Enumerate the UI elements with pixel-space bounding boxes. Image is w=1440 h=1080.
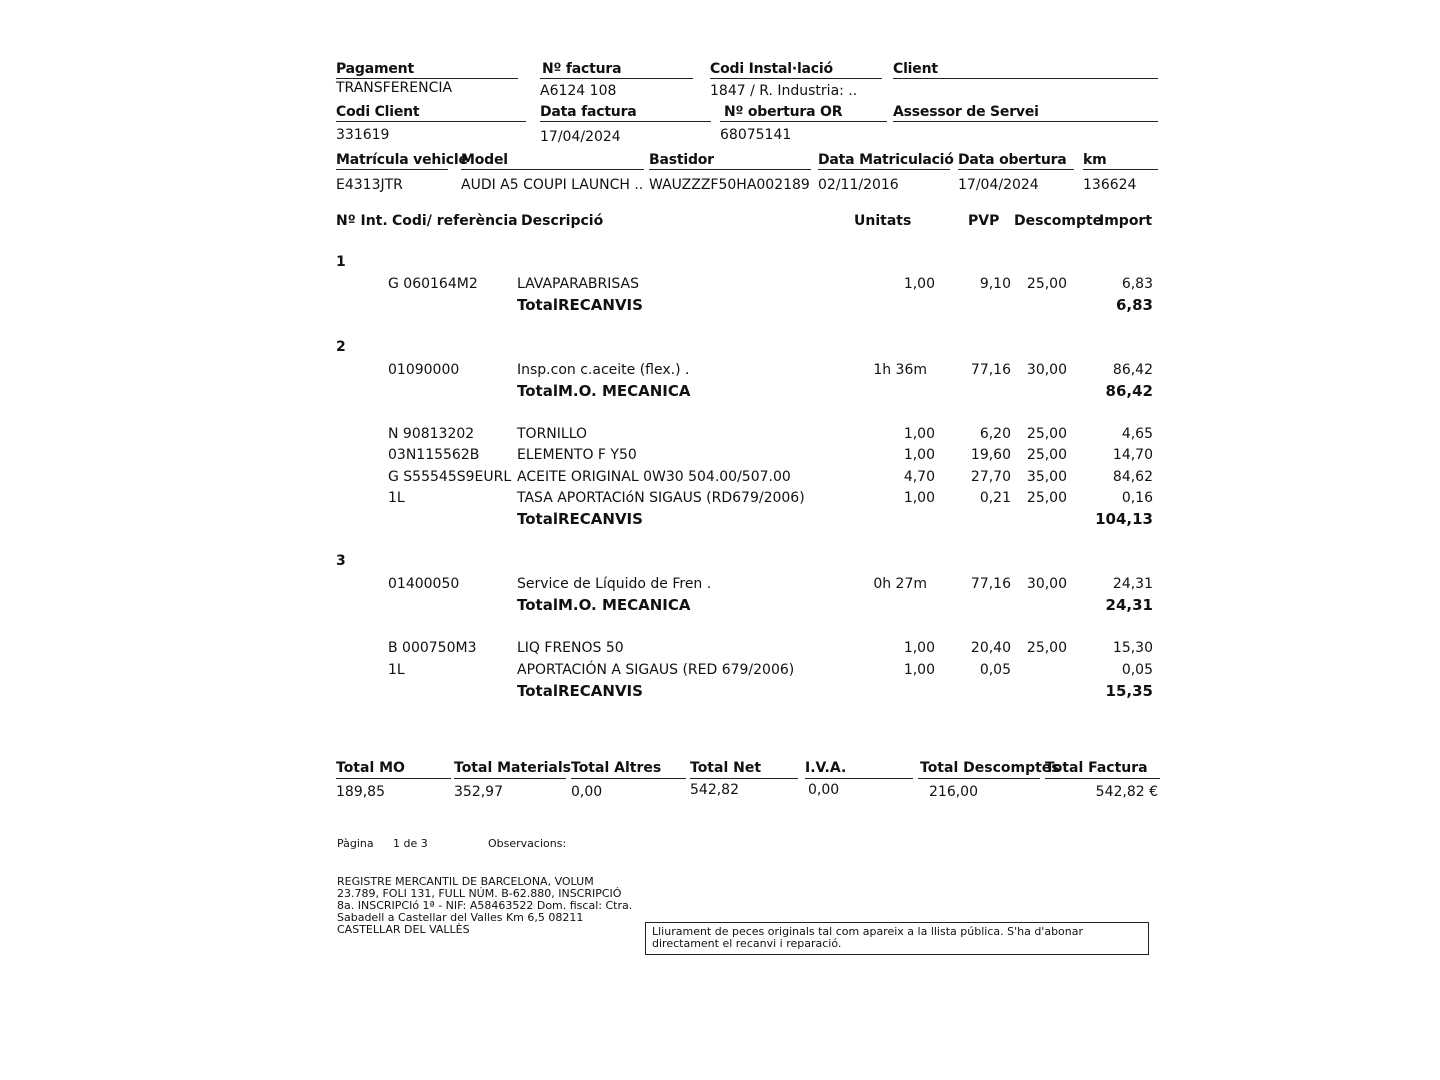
field-label: Nº factura — [540, 61, 693, 79]
field-label: Nº obertura OR — [720, 104, 887, 122]
field-label: km — [1083, 152, 1158, 170]
summary-label: Total Net — [690, 760, 798, 779]
cell-unitats: 1h 36m — [873, 362, 927, 378]
group-number: 2 — [336, 339, 346, 355]
cell-pvp: 6,20 — [979, 426, 1011, 442]
field-codi-installacio — [710, 61, 882, 100]
subtotal-value: 86,42 — [1105, 382, 1153, 400]
summary-value: 542,82 — [690, 782, 739, 798]
field-label: Codi Instal·lació — [710, 61, 882, 79]
subtotal-label: TotalRECANVIS — [517, 296, 643, 314]
notice-box: Lliurament de peces originals tal com apareix a la llista pública. S'ha d'abonar directament el recanvi i reparació. — [645, 922, 1149, 955]
field-label: Bastidor — [649, 152, 811, 170]
cell-pvp: 20,40 — [970, 640, 1011, 656]
cell-import: 0,16 — [1121, 490, 1153, 506]
field-assessor — [893, 104, 1158, 125]
pagina-value: 1 de 3 — [393, 837, 428, 850]
field-label: Model — [461, 152, 644, 170]
field-data-factura — [540, 104, 711, 146]
summary-label: Total Descomptes — [918, 760, 1040, 779]
field-label: Pagament — [336, 61, 518, 79]
cell-import: 4,65 — [1121, 426, 1153, 442]
cell-descompte: 25,00 — [1026, 447, 1067, 463]
field-value: AUDI A5 COUPI LAUNCH .. — [461, 177, 644, 193]
summary-value: 0,00 — [571, 784, 603, 800]
cell-import: 14,70 — [1112, 447, 1153, 463]
subtotal-value: 24,31 — [1105, 596, 1153, 614]
cell-descompte: 25,00 — [1026, 490, 1067, 506]
field-num-obertura — [720, 104, 887, 144]
field-label: Data obertura — [958, 152, 1074, 170]
field-value: A6124 108 — [540, 83, 617, 99]
cell-desc: LIQ FRENOS 50 — [517, 640, 624, 656]
field-label: Assessor de Servei — [893, 104, 1158, 122]
col-descripcio: Descripció — [521, 213, 604, 229]
field-label: Matrícula vehicle — [336, 152, 468, 168]
field-bastidor — [649, 152, 811, 194]
cell-pvp: 77,16 — [970, 576, 1011, 592]
cell-codi: 01400050 — [388, 576, 460, 592]
col-codi: Codi/ referència — [392, 213, 518, 229]
subtotal-label: TotalM.O. MECANICA — [517, 382, 691, 400]
cell-codi: 03N115562B — [388, 447, 480, 463]
summary-total-net — [690, 760, 798, 799]
cell-unitats: 0h 27m — [873, 576, 927, 592]
field-label: Client — [893, 61, 1158, 79]
cell-pvp: 27,70 — [970, 469, 1011, 485]
cell-import: 6,83 — [1121, 276, 1153, 292]
cell-import: 84,62 — [1112, 469, 1153, 485]
field-data-matriculacio — [818, 152, 954, 194]
field-value: TRANSFERENCIA — [336, 80, 453, 96]
field-km — [1083, 152, 1158, 194]
subtotal-label: TotalRECANVIS — [517, 682, 643, 700]
col-import: Import — [1099, 213, 1153, 229]
cell-desc: LAVAPARABRISAS — [517, 276, 639, 292]
cell-codi: 1L — [388, 490, 405, 506]
cell-pvp: 77,16 — [970, 362, 1011, 378]
cell-desc: APORTACIÓN A SIGAUS (RED 679/2006) — [517, 662, 795, 678]
cell-import: 15,30 — [1112, 640, 1153, 656]
summary-total-materials — [454, 760, 571, 801]
field-value: 17/04/2024 — [958, 177, 1039, 193]
summary-value: 0,00 — [808, 782, 840, 798]
pagina-label: Pàgina — [337, 837, 374, 850]
cell-codi: G S55545S9EURL — [388, 469, 512, 485]
field-model — [461, 152, 644, 194]
cell-import: 24,31 — [1112, 576, 1153, 592]
cell-descompte: 35,00 — [1026, 469, 1067, 485]
cell-codi: N 90813202 — [388, 426, 475, 442]
col-num-int: Nº Int. — [336, 213, 388, 229]
field-value: 17/04/2024 — [540, 129, 621, 145]
field-client — [893, 61, 1158, 82]
field-value: WAUZZZF50HA002189 — [649, 177, 810, 193]
legal-text: REGISTRE MERCANTIL DE BARCELONA, VOLUM 23.789, FOLI 131, FULL NÚM. B-62.880, INSCRIPCIÓ 8a. INSCRIPCIó 1ª - NIF: A58463522 Dom. fiscal: Ctra. Sabadell a Castellar del Valles Km 6,5 08211 CASTELLAR DEL VALLÈS — [337, 875, 633, 936]
cell-pvp: 0,05 — [979, 662, 1011, 678]
field-value: 136624 — [1083, 177, 1137, 193]
observacions-label: Observacions: — [488, 837, 567, 850]
cell-desc: Service de Líquido de Fren . — [517, 576, 712, 592]
field-value: 331619 — [336, 127, 390, 143]
subtotal-value: 104,13 — [1095, 510, 1153, 528]
field-codi-client — [336, 104, 526, 144]
col-unitats: Unitats — [854, 213, 912, 229]
summary-total-mo — [336, 760, 451, 801]
cell-descompte: 25,00 — [1026, 276, 1067, 292]
cell-descompte: 25,00 — [1026, 426, 1067, 442]
cell-pvp: 0,21 — [979, 490, 1011, 506]
field-matricula — [336, 152, 468, 194]
cell-unitats: 1,00 — [903, 640, 935, 656]
field-pagament — [336, 61, 518, 97]
col-pvp: PVP — [968, 213, 1000, 229]
summary-value: 352,97 — [454, 784, 503, 800]
cell-descompte: 25,00 — [1026, 640, 1067, 656]
group-number: 3 — [336, 553, 346, 569]
subtotal-label: TotalRECANVIS — [517, 510, 643, 528]
field-value: 68075141 — [720, 127, 792, 143]
cell-unitats: 1,00 — [903, 490, 935, 506]
cell-descompte: 30,00 — [1026, 576, 1067, 592]
cell-desc: TORNILLO — [517, 426, 588, 442]
summary-value: 216,00 — [929, 784, 978, 800]
cell-codi: 01090000 — [388, 362, 460, 378]
cell-desc: ELEMENTO F Y50 — [517, 447, 637, 463]
cell-codi: G 060164M2 — [388, 276, 478, 292]
summary-label: Total MO — [336, 760, 451, 779]
summary-iva — [805, 760, 913, 799]
summary-label: I.V.A. — [805, 760, 913, 779]
summary-label: Total Factura — [1045, 760, 1160, 779]
cell-codi: B 000750M3 — [388, 640, 477, 656]
cell-unitats: 1,00 — [903, 276, 935, 292]
cell-unitats: 1,00 — [903, 447, 935, 463]
subtotal-value: 6,83 — [1115, 296, 1153, 314]
cell-desc: TASA APORTACIóN SIGAUS (RD679/2006) — [517, 490, 805, 506]
cell-descompte: 30,00 — [1026, 362, 1067, 378]
field-label: Data factura — [540, 104, 711, 122]
cell-unitats: 4,70 — [903, 469, 935, 485]
field-value: 1847 / R. Industria: .. — [710, 83, 858, 99]
summary-total-altres — [571, 760, 686, 801]
summary-value: 542,82 € — [1095, 784, 1158, 800]
cell-desc: Insp.con c.aceite (flex.) . — [517, 362, 690, 378]
summary-label: Total Materials — [454, 760, 566, 779]
cell-unitats: 1,00 — [903, 426, 935, 442]
field-num-factura — [540, 61, 693, 100]
cell-import: 86,42 — [1112, 362, 1153, 378]
field-label: Data Matriculació — [818, 152, 954, 168]
field-label: Codi Client — [336, 104, 526, 122]
col-descompte: Descompte — [1014, 213, 1103, 229]
field-data-obertura — [958, 152, 1074, 194]
field-value: 02/11/2016 — [818, 177, 899, 193]
summary-value: 189,85 — [336, 784, 385, 800]
subtotal-value: 15,35 — [1105, 682, 1153, 700]
subtotal-label: TotalM.O. MECANICA — [517, 596, 691, 614]
group-number: 1 — [336, 254, 346, 270]
cell-import: 0,05 — [1121, 662, 1153, 678]
cell-desc: ACEITE ORIGINAL 0W30 504.00/507.00 — [517, 469, 791, 485]
cell-pvp: 9,10 — [979, 276, 1011, 292]
summary-total-factura — [1045, 760, 1160, 801]
field-value: E4313JTR — [336, 177, 403, 193]
cell-codi: 1L — [388, 662, 405, 678]
summary-label: Total Altres — [571, 760, 686, 779]
cell-pvp: 19,60 — [970, 447, 1011, 463]
cell-unitats: 1,00 — [903, 662, 935, 678]
summary-total-descomptes — [918, 760, 1060, 801]
